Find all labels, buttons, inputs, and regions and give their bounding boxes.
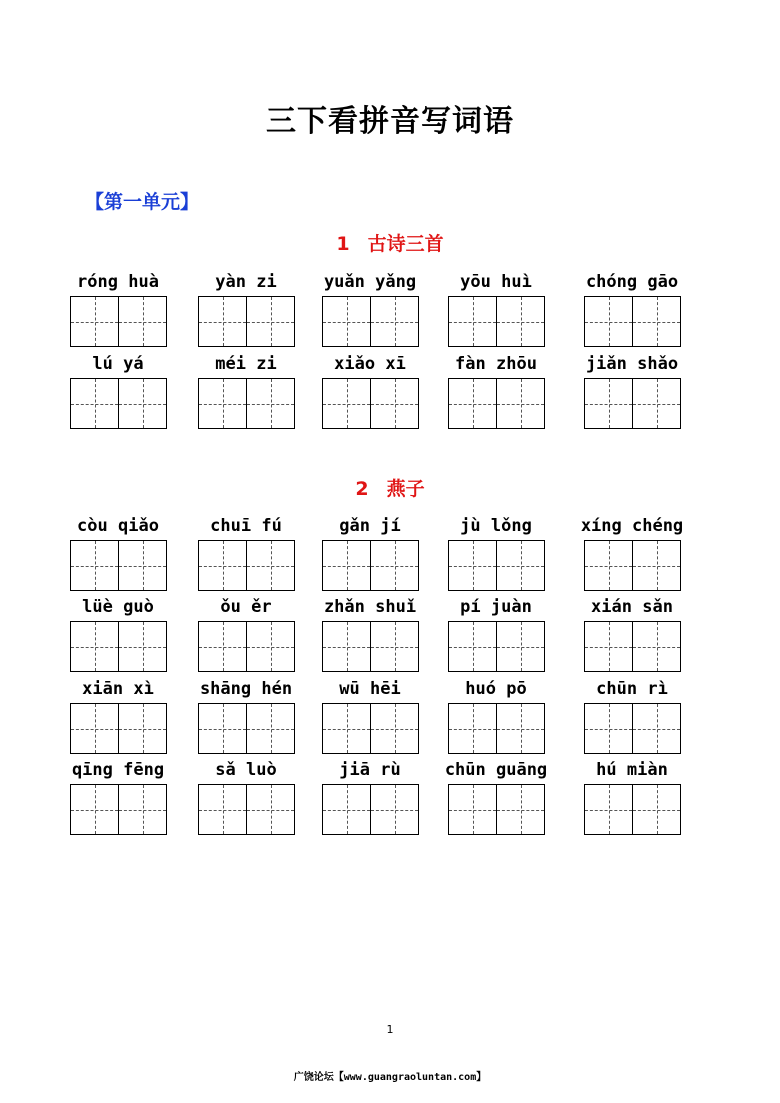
pinyin-label: hú miàn	[596, 760, 668, 780]
tianzige-box[interactable]	[496, 703, 545, 754]
writing-box-pair	[198, 378, 302, 429]
tianzige-box[interactable]	[198, 540, 247, 591]
tianzige-box[interactable]	[118, 378, 167, 429]
tianzige-box[interactable]	[496, 621, 545, 672]
tianzige-box[interactable]	[584, 540, 633, 591]
pinyin-label: fàn zhōu	[455, 354, 537, 374]
tianzige-box[interactable]	[246, 784, 295, 835]
tianzige-box[interactable]	[246, 540, 295, 591]
pinyin-label: sǎ luò	[215, 760, 277, 780]
pinyin-label: jù lǒng	[460, 516, 532, 536]
pinyin-label: lüè guò	[82, 597, 154, 617]
writing-box-pair	[198, 296, 302, 347]
word-cell	[190, 270, 302, 347]
word-cell	[314, 270, 426, 347]
tianzige-box[interactable]	[496, 784, 545, 835]
word-cell	[190, 514, 302, 591]
pinyin-label: jiā rù	[339, 760, 401, 780]
pinyin-label: yàn zi	[215, 272, 277, 292]
lesson-name: 燕子	[386, 478, 425, 500]
pinyin-label: shāng hén	[199, 679, 293, 699]
page-title: 三下看拼音写词语	[266, 104, 514, 139]
pinyin-label: chūn rì	[596, 679, 668, 699]
writing-box-pair	[584, 621, 688, 672]
tianzige-box[interactable]	[448, 703, 497, 754]
lesson-number: 2	[355, 478, 369, 500]
writing-box-pair	[198, 703, 302, 754]
writing-box-pair	[584, 296, 688, 347]
page-number: 1	[386, 1023, 394, 1036]
pinyin-label: pí juàn	[460, 597, 532, 617]
word-cell	[440, 352, 552, 429]
writing-box-pair	[448, 378, 552, 429]
pinyin-label: yuǎn yǎng	[323, 272, 417, 292]
writing-box-pair	[70, 378, 174, 429]
word-row	[0, 677, 780, 759]
pinyin-label: xiān xì	[82, 679, 154, 699]
word-cell	[314, 677, 426, 754]
word-cell	[576, 758, 688, 835]
word-cell	[190, 677, 302, 754]
word-cell	[576, 595, 688, 672]
tianzige-box[interactable]	[198, 296, 247, 347]
writing-box-pair	[584, 540, 688, 591]
tianzige-box[interactable]	[496, 378, 545, 429]
tianzige-box[interactable]	[496, 296, 545, 347]
writing-box-pair	[448, 296, 552, 347]
tianzige-box[interactable]	[70, 703, 119, 754]
writing-box-pair	[198, 784, 302, 835]
word-cell	[62, 595, 174, 672]
word-cell	[190, 352, 302, 429]
writing-box-pair	[198, 540, 302, 591]
tianzige-box[interactable]	[632, 703, 681, 754]
pinyin-label: xián sǎn	[591, 597, 673, 617]
tianzige-box[interactable]	[322, 784, 371, 835]
pinyin-label: ǒu ěr	[220, 597, 272, 617]
word-cell	[62, 758, 174, 835]
word-cell	[440, 270, 552, 347]
pinyin-label: jiǎn shǎo	[585, 354, 679, 374]
word-row	[0, 514, 780, 596]
tianzige-box[interactable]	[198, 703, 247, 754]
word-cell	[62, 677, 174, 754]
writing-box-pair	[322, 378, 426, 429]
tianzige-box[interactable]	[70, 540, 119, 591]
writing-box-pair	[448, 540, 552, 591]
pinyin-label: qīng fēng	[71, 760, 165, 780]
writing-box-pair	[448, 621, 552, 672]
tianzige-box[interactable]	[118, 784, 167, 835]
writing-box-pair	[322, 621, 426, 672]
tianzige-box[interactable]	[322, 378, 371, 429]
word-cell	[576, 352, 688, 429]
word-cell	[190, 595, 302, 672]
pinyin-label: xiǎo xī	[334, 354, 406, 374]
word-cell	[440, 758, 552, 835]
tianzige-box[interactable]	[448, 621, 497, 672]
tianzige-box[interactable]	[70, 378, 119, 429]
writing-box-pair	[322, 784, 426, 835]
writing-box-pair	[70, 784, 174, 835]
tianzige-box[interactable]	[370, 540, 419, 591]
lesson-number: 1	[336, 233, 350, 255]
word-cell	[314, 758, 426, 835]
word-cell	[576, 514, 688, 591]
pinyin-label: zhǎn shuǐ	[323, 597, 417, 617]
tianzige-box[interactable]	[246, 703, 295, 754]
tianzige-box[interactable]	[322, 296, 371, 347]
writing-box-pair	[198, 621, 302, 672]
word-cell	[62, 514, 174, 591]
word-cell	[314, 595, 426, 672]
tianzige-box[interactable]	[370, 703, 419, 754]
unit-heading: 【第一单元】	[85, 191, 200, 213]
tianzige-box[interactable]	[322, 621, 371, 672]
tianzige-box[interactable]	[370, 621, 419, 672]
pinyin-label: huó pō	[465, 679, 527, 699]
pinyin-label: róng huà	[77, 272, 159, 292]
writing-box-pair	[70, 621, 174, 672]
writing-box-pair	[322, 703, 426, 754]
tianzige-box[interactable]	[632, 296, 681, 347]
pinyin-label: lú yá	[92, 354, 144, 374]
pinyin-label: chóng gāo	[585, 272, 679, 292]
tianzige-box[interactable]	[246, 378, 295, 429]
word-cell	[62, 270, 174, 347]
tianzige-box[interactable]	[118, 540, 167, 591]
tianzige-box[interactable]	[370, 378, 419, 429]
word-cell	[314, 352, 426, 429]
writing-box-pair	[448, 784, 552, 835]
tianzige-box[interactable]	[632, 621, 681, 672]
word-cell	[440, 514, 552, 591]
word-cell	[190, 758, 302, 835]
tianzige-box[interactable]	[70, 621, 119, 672]
tianzige-box[interactable]	[198, 621, 247, 672]
tianzige-box[interactable]	[198, 784, 247, 835]
tianzige-box[interactable]	[584, 784, 633, 835]
tianzige-box[interactable]	[448, 296, 497, 347]
tianzige-box[interactable]	[370, 296, 419, 347]
tianzige-box[interactable]	[198, 378, 247, 429]
pinyin-label: gǎn jí	[339, 516, 401, 536]
lesson-heading-1	[0, 229, 780, 256]
pinyin-label: xíng chéng	[580, 516, 684, 536]
word-cell	[62, 352, 174, 429]
tianzige-box[interactable]	[632, 784, 681, 835]
word-row	[0, 352, 780, 434]
word-cell	[314, 514, 426, 591]
writing-box-pair	[584, 784, 688, 835]
writing-box-pair	[322, 540, 426, 591]
writing-box-pair	[584, 703, 688, 754]
writing-box-pair	[584, 378, 688, 429]
tianzige-box[interactable]	[584, 378, 633, 429]
writing-box-pair	[70, 540, 174, 591]
word-row	[0, 758, 780, 840]
tianzige-box[interactable]	[70, 784, 119, 835]
pinyin-label: wū hēi	[339, 679, 401, 699]
lesson-name: 古诗三首	[367, 233, 444, 255]
tianzige-box[interactable]	[70, 296, 119, 347]
tianzige-box[interactable]	[448, 378, 497, 429]
tianzige-box[interactable]	[448, 784, 497, 835]
pinyin-label: còu qiǎo	[77, 516, 159, 536]
pinyin-label: chūn guāng	[444, 760, 548, 780]
word-cell	[576, 270, 688, 347]
pinyin-label: chuī fú	[210, 516, 282, 536]
tianzige-box[interactable]	[246, 296, 295, 347]
word-cell	[440, 595, 552, 672]
tianzige-box[interactable]	[496, 540, 545, 591]
tianzige-box[interactable]	[448, 540, 497, 591]
tianzige-box[interactable]	[118, 296, 167, 347]
pinyin-label: méi zi	[215, 354, 277, 374]
tianzige-box[interactable]	[584, 296, 633, 347]
tianzige-box[interactable]	[584, 621, 633, 672]
tianzige-box[interactable]	[632, 378, 681, 429]
writing-box-pair	[322, 296, 426, 347]
word-row	[0, 595, 780, 677]
tianzige-box[interactable]	[118, 621, 167, 672]
tianzige-box[interactable]	[322, 540, 371, 591]
footer-text: 广饶论坛【www.guangraoluntan.com】	[293, 1072, 487, 1083]
word-cell	[440, 677, 552, 754]
writing-box-pair	[70, 296, 174, 347]
lesson-heading-2	[0, 474, 780, 501]
tianzige-box[interactable]	[118, 703, 167, 754]
word-cell	[576, 677, 688, 754]
writing-box-pair	[448, 703, 552, 754]
tianzige-box[interactable]	[370, 784, 419, 835]
writing-box-pair	[70, 703, 174, 754]
tianzige-box[interactable]	[246, 621, 295, 672]
pinyin-label: yōu huì	[460, 272, 532, 292]
tianzige-box[interactable]	[632, 540, 681, 591]
tianzige-box[interactable]	[584, 703, 633, 754]
word-row	[0, 270, 780, 352]
tianzige-box[interactable]	[322, 703, 371, 754]
